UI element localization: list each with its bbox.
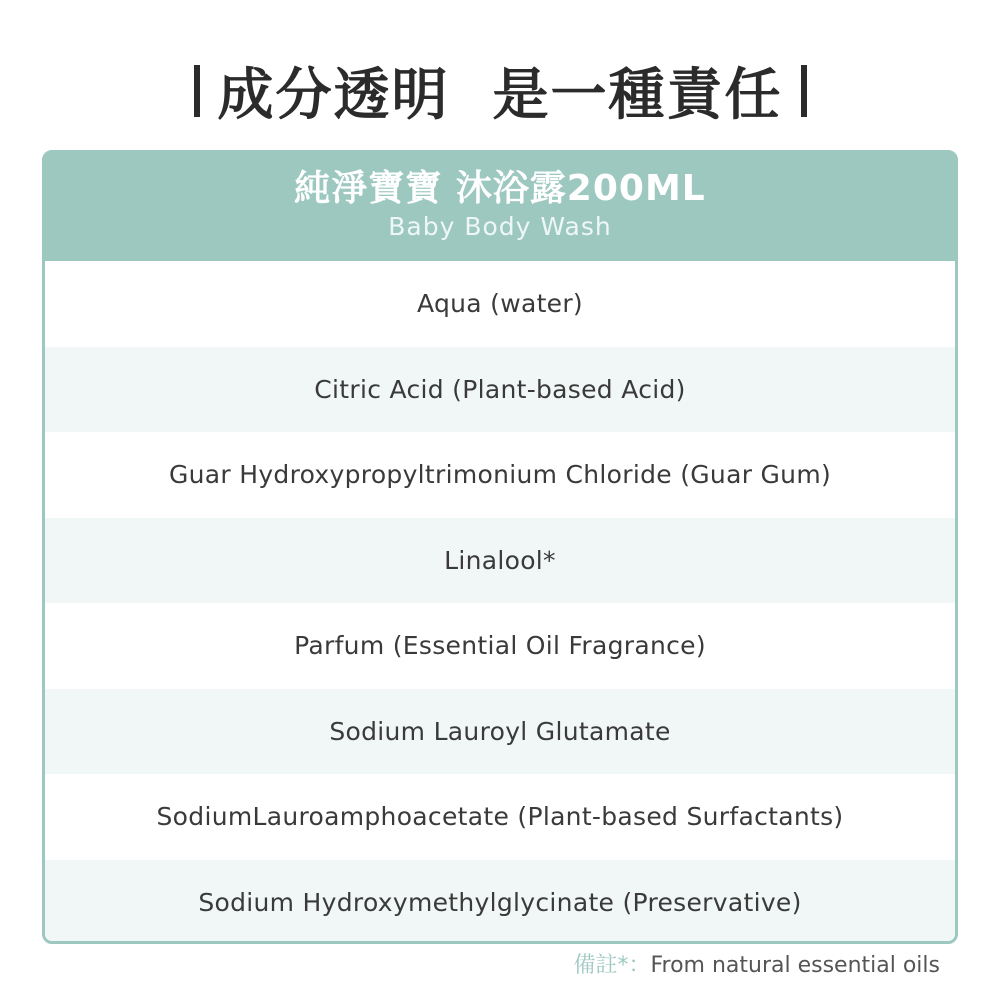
product-title: 純淨寶寶 沐浴露200ML [294, 168, 706, 209]
ingredient-row: Linalool* [45, 518, 955, 604]
headline-right-bar [801, 65, 807, 117]
ingredients-card [42, 150, 958, 944]
footnote-text: From natural essential oils [650, 953, 940, 978]
card-header [45, 153, 955, 261]
ingredient-row: Citric Acid (Plant-based Acid) [45, 347, 955, 433]
ingredient-row: Parfum (Essential Oil Fragrance) [294, 631, 706, 661]
footnote-label: 備註*： [573, 953, 651, 978]
ingredient-row: Sodium Hydroxymethylglycinate (Preservative) [45, 860, 955, 945]
ingredient-row: Guar Hydroxypropyltrimonium Chloride (Guar Gum) [168, 460, 832, 490]
product-subtitle: Baby Body Wash [388, 212, 612, 241]
ingredient-row: SodiumLauroamphoacetate (Plant-based Surfactants) [156, 802, 844, 832]
headline [0, 55, 1000, 127]
ingredient-row: Sodium Lauroyl Glutamate [45, 689, 955, 775]
ingredient-list [45, 261, 955, 944]
ingredient-row: Aqua (water) [417, 289, 583, 319]
headline-text: 成分透明 是一種責任 [217, 63, 783, 128]
headline-left-bar [194, 65, 200, 117]
footnote [573, 948, 940, 979]
